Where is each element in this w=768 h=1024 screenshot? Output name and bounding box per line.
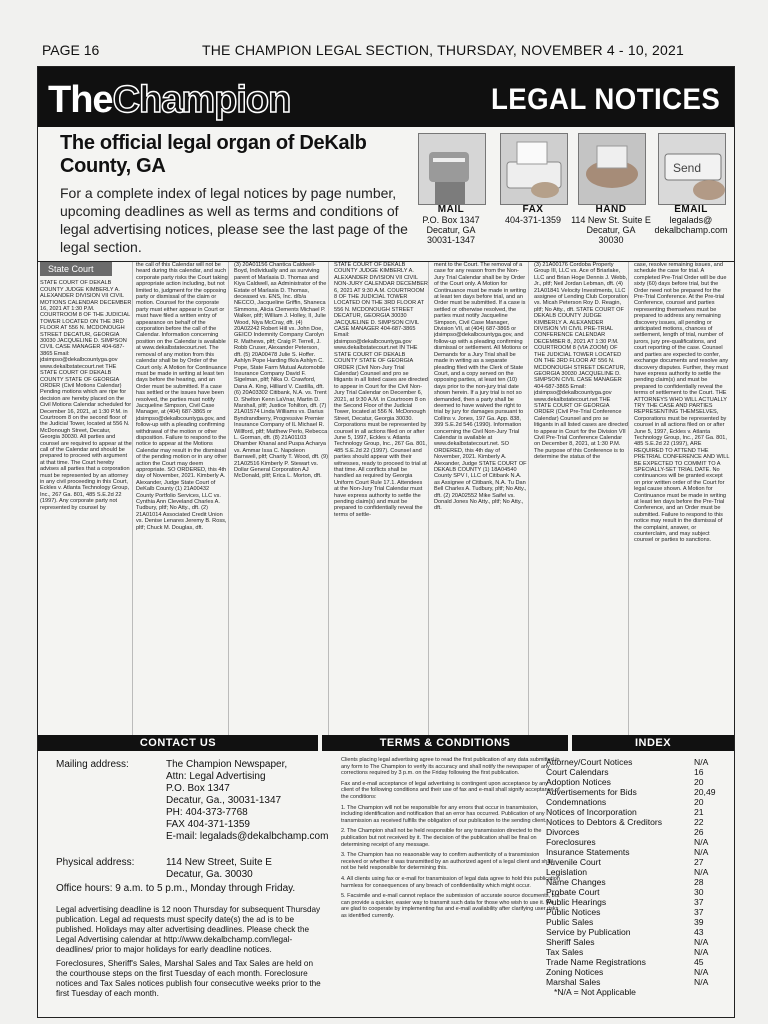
email-label: EMAIL	[674, 204, 708, 215]
index-name: Adoption Notices	[546, 777, 611, 787]
index-bar: INDEX	[572, 735, 734, 751]
mailbox-icon	[419, 134, 485, 204]
state-court-tag: State Court	[40, 262, 112, 276]
column-text: the call of this Calendar will not be heard during this calendar, and such corporate party risks the Court taking appropriate action including, but not limited to, judgment for the opposing party or dismissal of the claim or motion. Counsel for the corporate party must either appear in Court or must have filed a written entry of appearance on behalf of the corporation before the call of the Calendar. Information concerning position on the Calendar is available at www.dekalbstatecourt.net. The removal of any motion from this calendar shall be by Order of the Court only. A Motion for Continuance must be made in writing at least ten days before the hearing, and an Order must be submitted. If a case has settled or the issues have been resolved, the parties must notify Jacqueline Simpson, Civil Case Manager, at (404) 687-3865 or jdsimpso@dekalbcountyga.gov, and follow-up with a pleading confirming withdrawal of the motion or other disposition. Failure to respond to the notice to appear at the Motions Calendar may result in the dismissal of the pending motion or in any other action the Court may deem appropriate. SO ORDERED, this 4th day of November, 2021. Kimberly A. Alexander, Judge State Court of DeKalb County (1) 21A00432 County Portfolio Services, LLC vs. Cynthia Ann Cleveland Charles A. Tudbury, pltf; No Atty., dft. (2) 21A01014 Associated Credit Union vs. Denise Lenares Jeremy B. Ross, pltf; Chuck M. Douglas, dft.	[136, 262, 228, 531]
champion-logo	[48, 79, 290, 122]
contact-email	[651, 205, 731, 235]
intro-body: For a complete index of legal notices by page number, upcoming deadlines as well as terms and conditions of legal advertising notices, please see the last page of the legal section.	[60, 185, 408, 255]
fax-label: FAX	[522, 204, 544, 215]
deadline-notice: Legal advertising deadline is 12 noon Thursday for subsequent Thursday publication. Legal ad requests must specify date(s) the ad is to be published. Holidays may alter advertising deadlines. Please check the Legal Advertising calendar at http://www.dekalbchamp.com/legal-deadlines/ prior to major holidays for early deadline notices.	[56, 905, 321, 954]
index-page: 45	[694, 957, 704, 967]
email-line: dekalbchamp.com	[654, 225, 728, 235]
contact-us-bar: CONTACT US	[38, 735, 318, 751]
index-page: N/A	[694, 937, 709, 947]
index-name: Tax Sales	[546, 947, 584, 957]
index-footnote-text: *N/A = Not Applicable	[554, 987, 636, 997]
index-page: 20	[694, 797, 704, 807]
fax-photo	[500, 133, 568, 205]
mail-line: P.O. Box 1347	[422, 215, 480, 225]
physical-line: Decatur, Ga. 30030	[166, 869, 253, 880]
mailing-line: P.O. Box 1347	[166, 783, 230, 794]
running-title: THE CHAMPION LEGAL SECTION, THURSDAY, NOVEMBER 4 - 10, 2021	[202, 42, 684, 58]
index-page: N/A	[694, 977, 709, 987]
column-7	[634, 262, 730, 736]
physical-address	[166, 857, 336, 881]
mail-line: Decatur, GA	[426, 225, 476, 235]
index-name: Marshal Sales	[546, 977, 601, 987]
index-page: 22	[694, 817, 704, 827]
index-name: Public Notices	[546, 907, 601, 917]
index-name: Probate Court	[546, 887, 600, 897]
mail-photo	[418, 133, 486, 205]
hand-line: Decatur, GA	[586, 225, 636, 235]
index-page: 37	[694, 897, 704, 907]
column-text: case, resolve remaining issues, and schedule the case for trial. A completed Pre-Trial Order will be due sixty (60) days before trial, but the Order need not be prepared for the Pre-Trial Conference. At the Pre-trial Conference, counsel and parties representing themselves must be prepared to address any remaining discovery issues, all pending or anticipated motions, chances of settlement, length of trial, number of jurors, jury pre-qualifications, and court reporting of the case. Counsel and parties are expected to confer, exchange documents and resolve any discovery disputes. Further, they must have express authority to settle the pending claim(s) and must be prepared to confidentially reveal the terms of settlement to the Court. THE ATTORNEYS WHO WILL ACTUALLY TRY THE CASE AND PARTIES REPRESENTING THEMSELVES, Corporations must be represented by counsel in all actions filed on or after June 5, 1997, Eckles v. Atlanta Technology Group, Inc., 267 Ga. 801, 485 S.E.2d 22 (1997), ARE REQUIRED TO ATTEND THE PRETRIAL CONFERENCE AND WILL BE EXPECTED TO COMMIT TO A SPECIALLY-SET TRIAL DATE. No continuances will be granted except on prior written order of the Court for legal cause shown. A Motion for Continuance must be made in writing at least ten days before the Pre-Trial Conference, and an Order must be submitted. Failure to respond to this notice may result in the dismissal of the complaint, answer, or counterclaim, and may subject counsel or parties to sanctions.	[634, 262, 730, 544]
term-2: 2. The Champion shall not be held responsible for any transmission directed to the publication but not received by it. The decision of the publication shall be final on determining receipt of any message.	[341, 828, 542, 848]
term-3: 3. The Champion has no reasonable way to confirm authenticity of a transmission received or whether it was transmitted by an authorized agent of a legal client and shall not be held responsible for determining this.	[341, 852, 553, 872]
index-name: Foreclosures	[546, 837, 596, 847]
logo-champion: Champion	[112, 79, 291, 121]
logo-the: The	[48, 79, 113, 121]
index-page: 43	[694, 927, 704, 937]
physical-line: 114 New Street, Suite E	[166, 857, 272, 868]
column-4	[334, 262, 429, 736]
index-page: 27	[694, 857, 704, 867]
keyboard-send-icon	[659, 134, 725, 204]
column-text: ment to the Court. The removal of a case for any reason from the Non-Jury Trial Calendar shall be by Order of the Court only. A Motion for Continuance must be made in writing at least ten days before trial, and an Order must be submitted. If a case is settled or otherwise resolved, the parties must notify Jacqueline Simpson, Civil Case Manager, Division VII, at (404) 687-3865 or jdsimpso@dekalbcountyga.gov, and follow-up with a pleading confirming dismissal or settlement. All Motions or Demands for a Jury Trial shall be made in writing as a separate pleading filed with the Clerk of State Court, and a copy served on the opposing parties, at least ten (10) days prior to the non-jury trial date shown herein. If a jury trial is not so demanded, then a party shall be deemed to have waived the right to trial by jury for damages pursuant to Collins v. Jones, 197 Ga. App. 838, 399 S.E.2d 546 (1990). Information concerning the Civil Non-Jury Trial Calendar is available at www.dekalbstatecourt.net. SO ORDERED, this 4th day of November, 2021. Kimberly A. Alexander, Judge STATE COURT OF DEKALB COUNTY (1) 18A04540 County SPV I, LLC of Citibank N.A. as Assignee of Citibank, N.A. Tu Dan Bell Charles A. Tudbury, pltf; No Atty., dft. (2) 20A02552 Mike Saifel vs. Donald Jones No Atty., pltf; No Atty., dft.	[434, 262, 528, 512]
handshake-icon	[579, 134, 645, 204]
column-text: (3) 21A00176 Cordoba Property Group III, LLC vs. Ace of Briarlake, LLC and Brian Hoge Dennis J. Webb, Jr., pltf; Neil Jordan Lebman, dft. (4) 21A01841 Velocity Investments, LLC assignee of Lending Club Corporation vs. Micah Peterson Roy D. Reagin, pltf; No Atty., dft. STATE COURT OF DEKALB COUNTY JUDGE KIMBERLY A. ALEXANDER DIVISION VII CIVIL PRE-TRIAL CONFERENCE CALENDAR DECEMBER 8, 2021 AT 1:30 P.M. COURTROOM 8 (VIA ZOOM) OF THE JUDICIAL TOWER LOCATED ON THE 3RD FLOOR AT 556 N. MCDONOUGH STREET DECATUR, GEORGIA 30030 JACQUELINE D. SIMPSON CIVIL CASE MANAGER 404-687-3865 Email: jdsimpso@dekalbcountyga.gov www.dekalbstatecourt.net THE STATE COURT OF GEORGIA ORDER (Civil Pre-Trial Conference Calendar) Counsel and pro se litigants in all listed cases are directed to appear in Court for the Division VII Civil Pre-Trial Conference Calendar on December 8, 2021, at 1:30 P.M. The purpose of this Conference is to determine the status of the	[534, 262, 628, 461]
email-photo	[658, 133, 726, 205]
terms-intro: Clients placing legal advertising agree to read the first publication of any data submitted in any form to The Champion to verify its accuracy and shall notify the newspaper of any corrections required by 3 p.m. on the Friday following the first publication.	[341, 757, 560, 777]
terms-intro-2: Fax and e-mail acceptance of legal advertising is contingent upon acceptance by any client of the following conditions and their use of fax and e-mail shall signify acceptance of the conditions:	[341, 780, 560, 800]
hand-line: 30030	[598, 235, 624, 245]
intro-block	[60, 132, 410, 256]
office-hours: Office hours: 9 a.m. to 5 p.m., Monday through Friday.	[56, 883, 296, 894]
index-name: Divorces	[546, 827, 580, 837]
index-page: 28	[694, 877, 704, 887]
fax-line: 404-371-1359	[504, 215, 562, 225]
index-page: 20,49	[694, 787, 716, 797]
section-title: LEGAL NOTICES	[490, 83, 720, 116]
column-text: STATE COURT OF DEKALB COUNTY JUDGE KIMBERLY A. ALEXANDER DIVISION VII CIVIL MOTIONS CALENDAR DECEMBER 16, 2021 AT 1:30 P.M. COURTROOM 8 OF THE JUDICIAL TOWER LOCATED ON THE 3RD FLOOR AT 556 N. MCDONOUGH STREET DECATUR, GEORGIA 30030 JACQUELINE D. SIMPSON CIVIL CASE MANAGER 404-687-3865 Email: jdsimpso@dekalbcountyga.gov www.dekalbstatecourt.net THE STATE COURT OF DEKALB COUNTY STATE OF GEORGIA ORDER (Civil Motions Calendar) Pending motions which are ripe for decision are hereby placed on the Civil Motions Calendar scheduled for December 16, 2021, at 1:30 P.M. in Courtroom 8 on the second floor of the Judicial Tower, located at 556 N. McDonough Street, Decatur, Georgia 30030. All parties and counsel are required to appear at the call of the Calendar and should be prepared to proceed with argument at that time. The Court hereby advises all parties that a corporation must be represented by an attorney in any civil proceeding in this Court, Eckles v. Atlanta Technology Group, Inc., 267 Ga. 801, 485 S.E.2d 22 (1997). Any corporate party not represented by counsel by	[40, 280, 132, 511]
mailing-email[interactable]: E-mail: legalads@dekalbchamp.com	[166, 831, 329, 842]
terms-bar: TERMS & CONDITIONS	[322, 735, 568, 751]
masthead-banner	[38, 67, 734, 127]
index-name: Zoning Notices	[546, 967, 604, 977]
index-page: 37	[694, 907, 704, 917]
term-5: 5. Facsimile and e-mail cannot replace the submission of accurate source documents, but can provide a quicker, easier way to transmit such data for those who wish to use it. We are glad to cooperate by implementing fax and e-mail availability after clarifying user risks as identified currently.	[341, 893, 560, 919]
hand-line: 114 New St. Suite E	[571, 215, 651, 225]
column-1	[40, 262, 133, 736]
contact-fax	[493, 205, 573, 225]
mail-line: 30031-1347	[426, 235, 476, 245]
hand-label: HAND	[595, 204, 627, 215]
intro-heading: The official legal organ of DeKalb County, GA	[60, 132, 367, 177]
fax-machine-icon	[501, 134, 567, 204]
index-name: Attorney/Court Notices	[546, 757, 633, 767]
index-page: 39	[694, 917, 704, 927]
column-text: STATE COURT OF DEKALB COUNTY JUDGE KIMBERLY A. ALEXANDER DIVISION VII CIVIL NON-JURY CALENDAR DECEMBER 6, 2021 AT 9:30 A.M. COURTROOM 8 OF THE JUDICIAL TOWER LOCATED ON THE 3RD FLOOR AT 556 N. MCDONOUGH STREET DECATUR, GEORGIA 30030 JACQUELINE D. SIMPSON CIVIL CASE MANAGER 404-687-3865 Email: jdsimpso@dekalbcountyga.gov www.dekalbstatecourt.net IN THE STATE COURT OF DEKALB COUNTY STATE OF GEORGIA ORDER (Civil Non-Jury Trial Calendar) Counsel and pro se litigants in all listed cases are directed to appear in Court for the Civil Non-Jury Trial Calendar on December 6, 2021, at 9:30 A.M. in Courtroom 8 on the Second Floor of the Judicial Tower, located at 556 N. McDonough Street, Decatur, Georgia 30030. Corporations must be represented by counsel in all actions filed on or after June 5, 1997, Eckles v. Atlanta Technology Group, Inc., 267 Ga. 801, 485 S.E.2d 22 (1997). Counsel and parties should appear with their witnesses, ready to proceed to trial at that time. All conflicts shall be handled as required by Georgia Uniform Court Rule 17.1. Attendees at the Non-Jury Trial Calendar must have express authority to settle the pending claim(s) and must be prepared to confidentially reveal the terms of settle-	[334, 262, 428, 518]
index-name: Legislation	[546, 867, 588, 877]
index-page: 20	[694, 777, 704, 787]
term-4: 4. All clients using fax or e-mail for transmission of legal data agree to hold this publication harmless for consequences of any breach of confidentiality which might occur.	[341, 875, 560, 889]
contact-mail	[411, 205, 491, 245]
mailing-line: The Champion Newspaper,	[166, 759, 288, 770]
index-page: N/A	[694, 837, 709, 847]
mailing-line: PH: 404-373-7768	[166, 807, 248, 818]
index-name: Public Hearings	[546, 897, 607, 907]
mailing-line: Decatur, Ga., 30031-1347	[166, 795, 282, 806]
email-line: legalads@	[669, 215, 713, 225]
index-name: Notices of Incorporation	[546, 807, 637, 817]
index-name: Trade Name Registrations	[546, 957, 646, 967]
foreclosure-notice: Foreclosures, Sheriff's Sales, Marshal Sales and Tax Sales are held on the courthouse steps on the first Tuesday of each month. Foreclosure notices and Tax Sales notices publish four consecutive weeks prior to the first Tuesday of each month.	[56, 959, 321, 998]
index-page: N/A	[694, 757, 709, 767]
index-page: N/A	[694, 847, 709, 857]
hand-photo	[578, 133, 646, 205]
index-name: Court Calendars	[546, 767, 609, 777]
legal-columns	[38, 261, 734, 736]
index-name: Public Sales	[546, 917, 594, 927]
index-name: Condemnations	[546, 797, 607, 807]
column-text: (3) 20A01156 Chantica Caldwell-Boyd, Individually and as surviving parent of Marlasia D. Thomas and Kiya Caldwell, as Administrator of the Estate of Marlasia D. Thomas, deceased vs. ENS, Inc. d/b/a NECCO, Jacqueline Griffin, Shaneca Simmons, Alicia Clements Michael P. Walker, pltf; William J. Holley, II, Julie Wood, Niya McCray, dft. (4) 20A02242 Robert Hill vs. John Doe, GEICO Indemnity Company Carolyn R. Mathews, pltf; Craig P. Terrell, J. Robb Cruser, Alexander Peterson, dft. (5) 20A00478 Julie S. Hoffer. Ashlyn Pope Harding f/k/a Ashlyn C. Pope, State Farm Mutual Automobile Insurance Company David F. Sigelman, pltf; Nika O. Crawford, Dana A. King, Hilliard V. Castilla, dft. (6) 20A03302 Citibank, N.A. vs. Trent D. Shelton Kenn LaVnar, Martin D. Marshall, pltf; Justice Tohilton, dft. (7) 21A01574 Linda Williams vs. Darius Byndrandberry, Progressive Premier Insurance Company of IL Michael R. Willford, pltf; Matthew Perlo, Rebecca L. Gorman, dft. (8) 21A01103 Dhamber Khanal and Puspa Acharya vs. Ammar Issa C. Napoleon Barnwell, pltf; Charity T. Wood, dft. (9) 21A02516 Kimberly P. Stewart vs. Dollar General Corporation AJ McDonald, pltf; Erica L. Morton, dft.	[234, 262, 328, 480]
page-number: PAGE 16	[42, 42, 100, 58]
index-name: Sheriff Sales	[546, 937, 595, 947]
terms-body	[341, 757, 561, 923]
index-name: Notices to Debtors & Creditors	[546, 817, 663, 827]
index-page: N/A	[694, 967, 709, 977]
contact-hand	[571, 205, 651, 245]
index-name: Service by Publication	[546, 927, 631, 937]
column-6	[534, 262, 629, 736]
index-page: 30	[694, 887, 704, 897]
index-name: Advertisements for Bids	[546, 787, 637, 797]
column-3	[234, 262, 329, 736]
mailing-label: Mailing address:	[56, 759, 129, 770]
mailing-line: Attn: Legal Advertising	[166, 771, 266, 782]
index-page: 26	[694, 827, 704, 837]
index-name: Name Changes	[546, 877, 606, 887]
physical-label: Physical address:	[56, 857, 135, 868]
page-header	[42, 42, 732, 62]
svg-text:Send: Send	[673, 161, 702, 175]
index-page: N/A	[694, 867, 709, 877]
index-name: Insurance Statements	[546, 847, 630, 857]
legal-section-frame	[37, 66, 735, 1018]
mail-label: MAIL	[437, 204, 465, 215]
index-page: N/A	[694, 947, 709, 957]
term-1: 1. The Champion will not be responsible for any errors that occur in transmission, including identification and notification that an error has occurred. Publication of any transmission as received fulfills the obligation of our publication to the sending client.	[341, 804, 547, 824]
mailing-line: FAX 404-371-1359	[166, 819, 250, 830]
column-2	[136, 262, 229, 736]
index-page: 21	[694, 807, 704, 817]
mailing-address	[166, 759, 336, 843]
column-5	[434, 262, 529, 736]
index-name: Juvenile Court	[546, 857, 601, 867]
index-page: 16	[694, 767, 704, 777]
